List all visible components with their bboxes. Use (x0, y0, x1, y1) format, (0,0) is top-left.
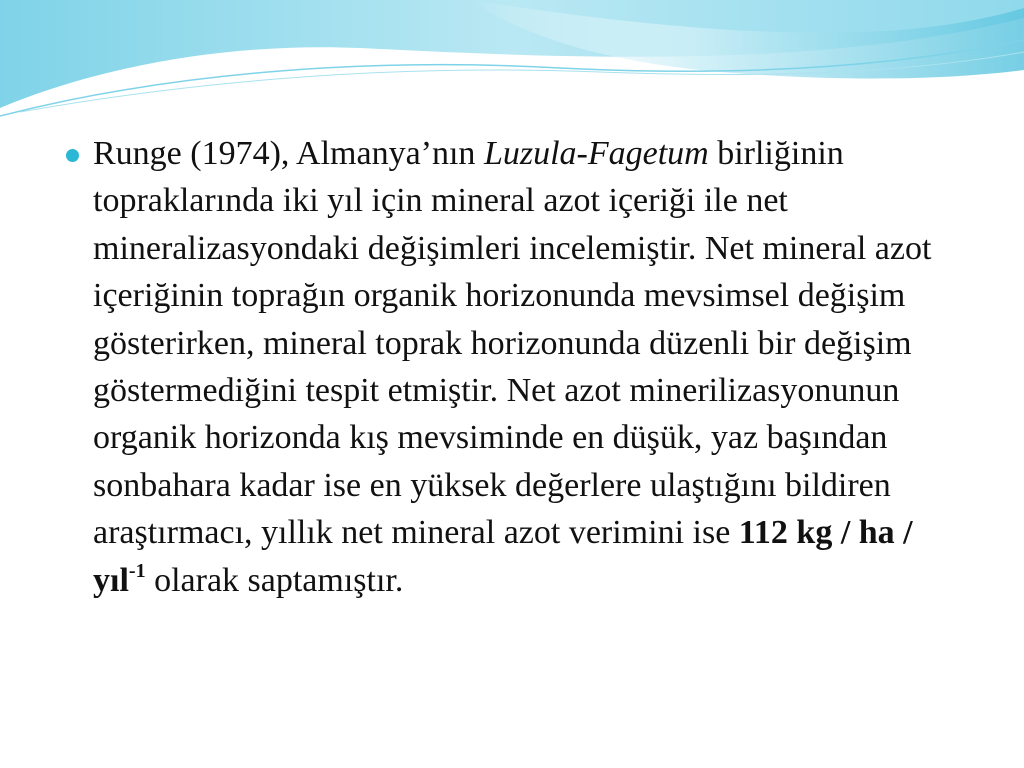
bullet-dot-icon (66, 149, 79, 162)
species-name-italic: Luzula-Fagetum (483, 135, 709, 172)
text-segment-end: olarak saptamıştır. (145, 561, 404, 599)
yield-value-bold: 112 kg / ha / yıl (93, 514, 913, 599)
text-segment-intro: Runge (1974), Almanya’nın (93, 135, 484, 172)
wave-header-decoration (0, 0, 1024, 130)
yield-exponent: -1 (128, 559, 146, 582)
bullet-item (62, 130, 962, 604)
text-segment-body: birliğinin topraklarında iki yıl için mineral azot içeriği ile net mineralizasyondaki değişimleri incelemiştir. Net mineral azot içeriğinin toprağın organik horizonunda mevsimsel değişim gösterirken, mineral toprak horizonunda düzenli bir değişim göstermediğini tespit etmiştir. Net azot minerilizasyonunun organik horizonda kış mevsiminde en düşük, yaz başından sonbahara kadar ise en yüksek değerlere ulaştığını bildiren araştırmacı, yıllık net mineral azot verimini ise (93, 135, 932, 552)
bullet-text (93, 130, 962, 604)
slide-content (62, 130, 962, 604)
